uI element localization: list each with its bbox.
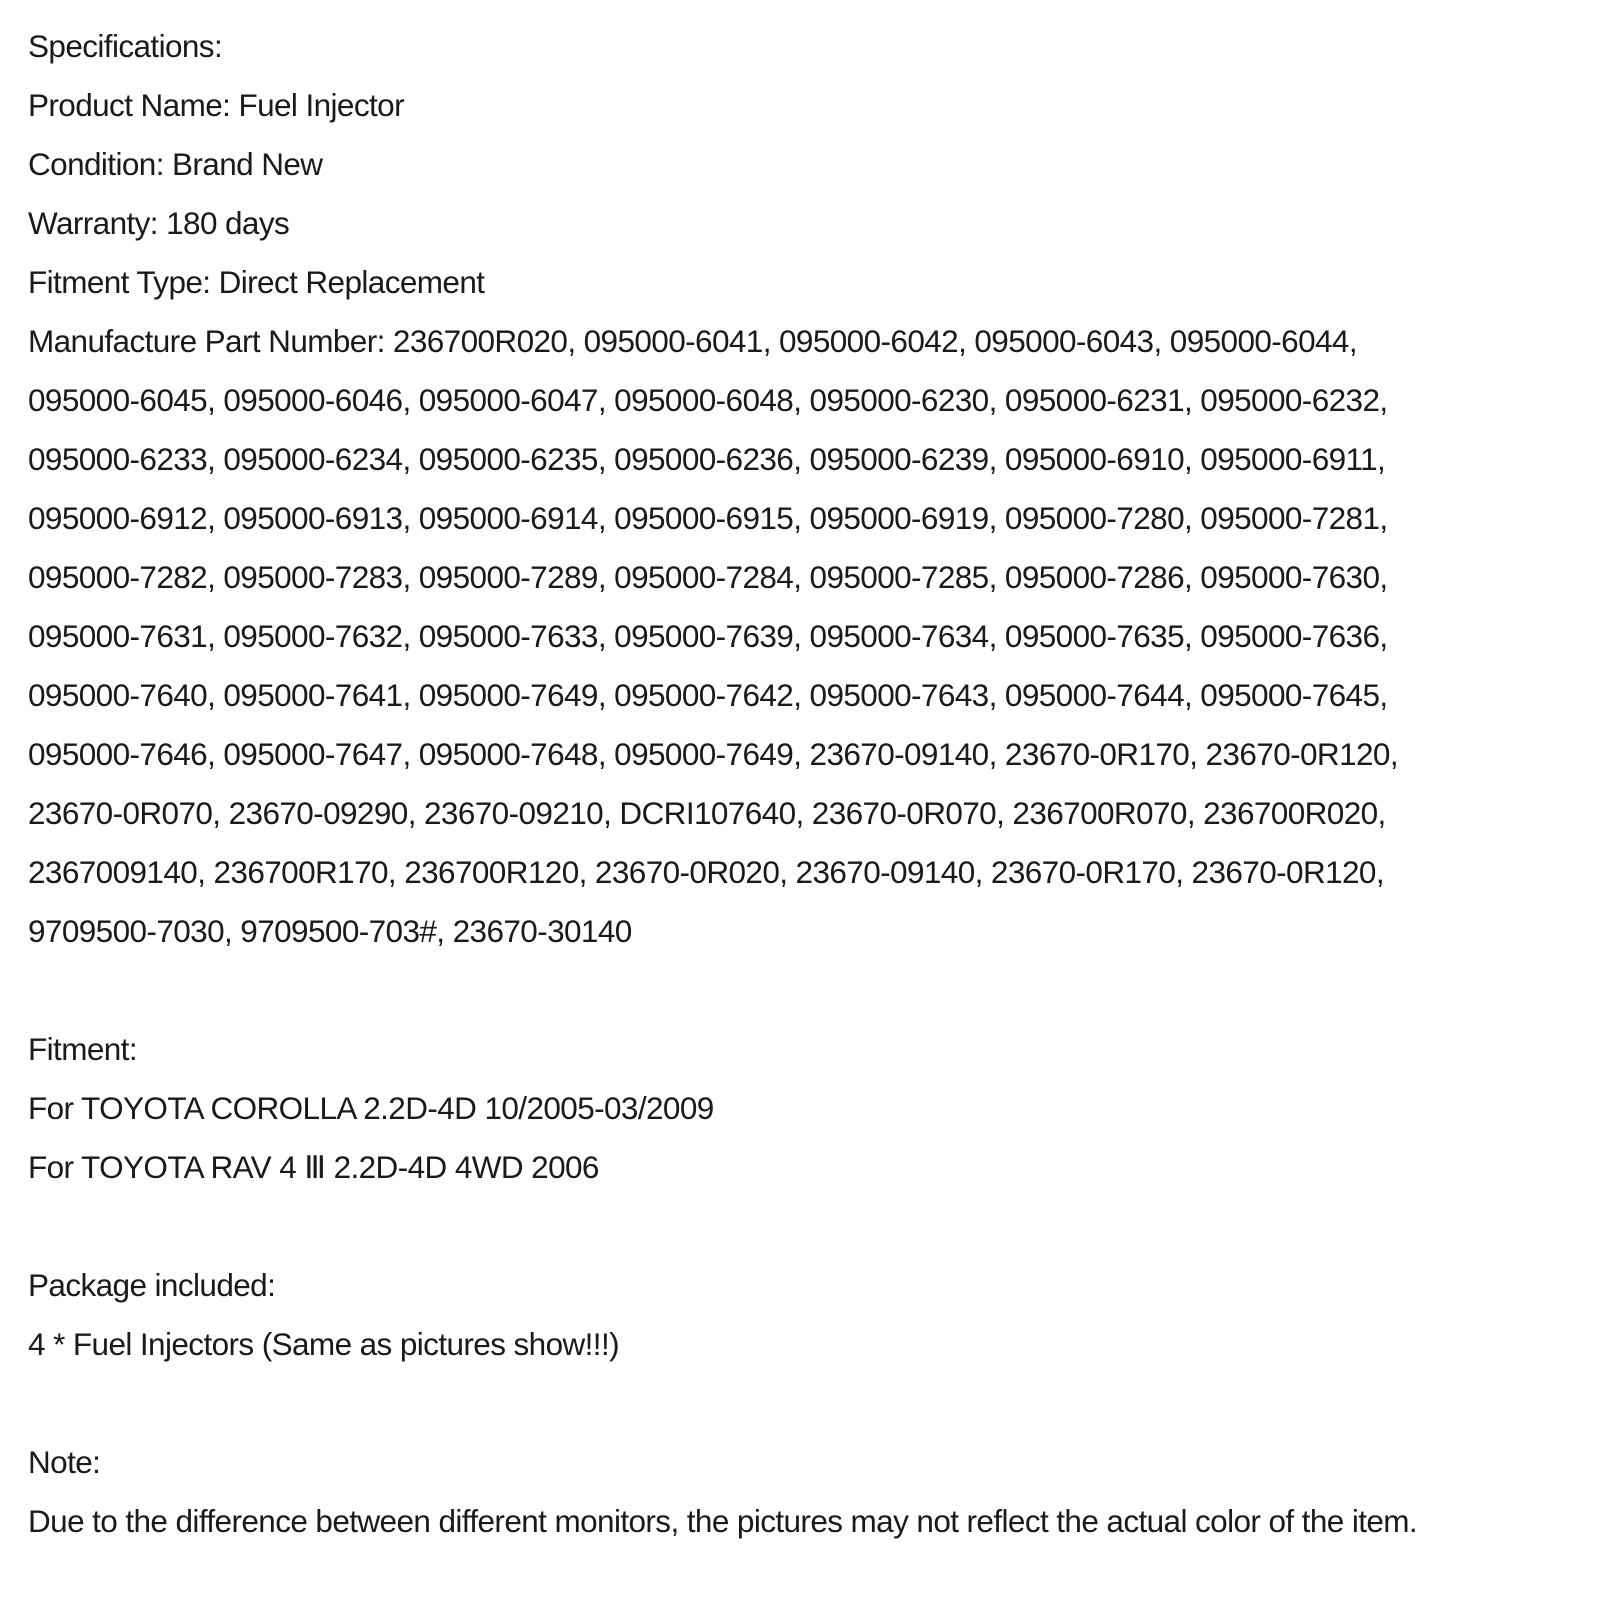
part-number-line: 095000-6045, 095000-6046, 095000-6047, 095000-6048, 095000-6230, 095000-6231, 095000-6232, [28,382,1388,418]
fitment-type-line: Fitment Type: Direct Replacement [28,264,485,300]
part-number-line: Manufacture Part Number: 236700R020, 095000-6041, 095000-6042, 095000-6043, 095000-6044, [28,323,1358,359]
spec-document [28,17,1588,1551]
part-number-line: 095000-7646, 095000-7647, 095000-7648, 095000-7649, 23670-09140, 23670-0R170, 23670-0R120, [28,736,1398,772]
note-text: Due to the difference between different monitors, the pictures may not reflect the actual color of the item. [28,1503,1418,1539]
note-heading: Note: [28,1444,101,1480]
fitment-heading: Fitment: [28,1031,137,1067]
section-spacer [28,1197,1588,1256]
fitment-vehicle-line: For TOYOTA COROLLA 2.2D-4D 10/2005-03/2009 [28,1090,714,1126]
part-number-line: 095000-6912, 095000-6913, 095000-6914, 095000-6915, 095000-6919, 095000-7280, 095000-7281, [28,500,1388,536]
part-number-line: 2367009140, 236700R170, 236700R120, 23670-0R020, 23670-09140, 23670-0R170, 23670-0R120, [28,854,1384,890]
section-spacer [28,1374,1588,1433]
part-number-line: 23670-0R070, 23670-09290, 23670-09210, DCRI107640, 23670-0R070, 236700R070, 236700R020, [28,795,1386,831]
fitment-vehicle-line: For TOYOTA RAV 4 Ⅲ 2.2D-4D 4WD 2006 [28,1149,599,1185]
specifications-heading: Specifications: [28,28,223,64]
part-number-line: 095000-6233, 095000-6234, 095000-6235, 095000-6236, 095000-6239, 095000-6910, 095000-6911, [28,441,1386,477]
part-number-list [28,312,1588,961]
part-number-line: 095000-7640, 095000-7641, 095000-7649, 095000-7642, 095000-7643, 095000-7644, 095000-7645, [28,677,1388,713]
section-spacer [28,961,1588,1020]
part-number-line: 095000-7631, 095000-7632, 095000-7633, 095000-7639, 095000-7634, 095000-7635, 095000-7636, [28,618,1388,654]
part-number-line: 095000-7282, 095000-7283, 095000-7289, 095000-7284, 095000-7285, 095000-7286, 095000-7630, [28,559,1388,595]
product-name-line: Product Name: Fuel Injector [28,87,404,123]
condition-line: Condition: Brand New [28,146,323,182]
part-number-line: 9709500-7030, 9709500-703#, 23670-30140 [28,913,632,949]
package-heading: Package included: [28,1267,276,1303]
package-contents: 4 * Fuel Injectors (Same as pictures show!!!) [28,1326,619,1362]
warranty-line: Warranty: 180 days [28,205,290,241]
